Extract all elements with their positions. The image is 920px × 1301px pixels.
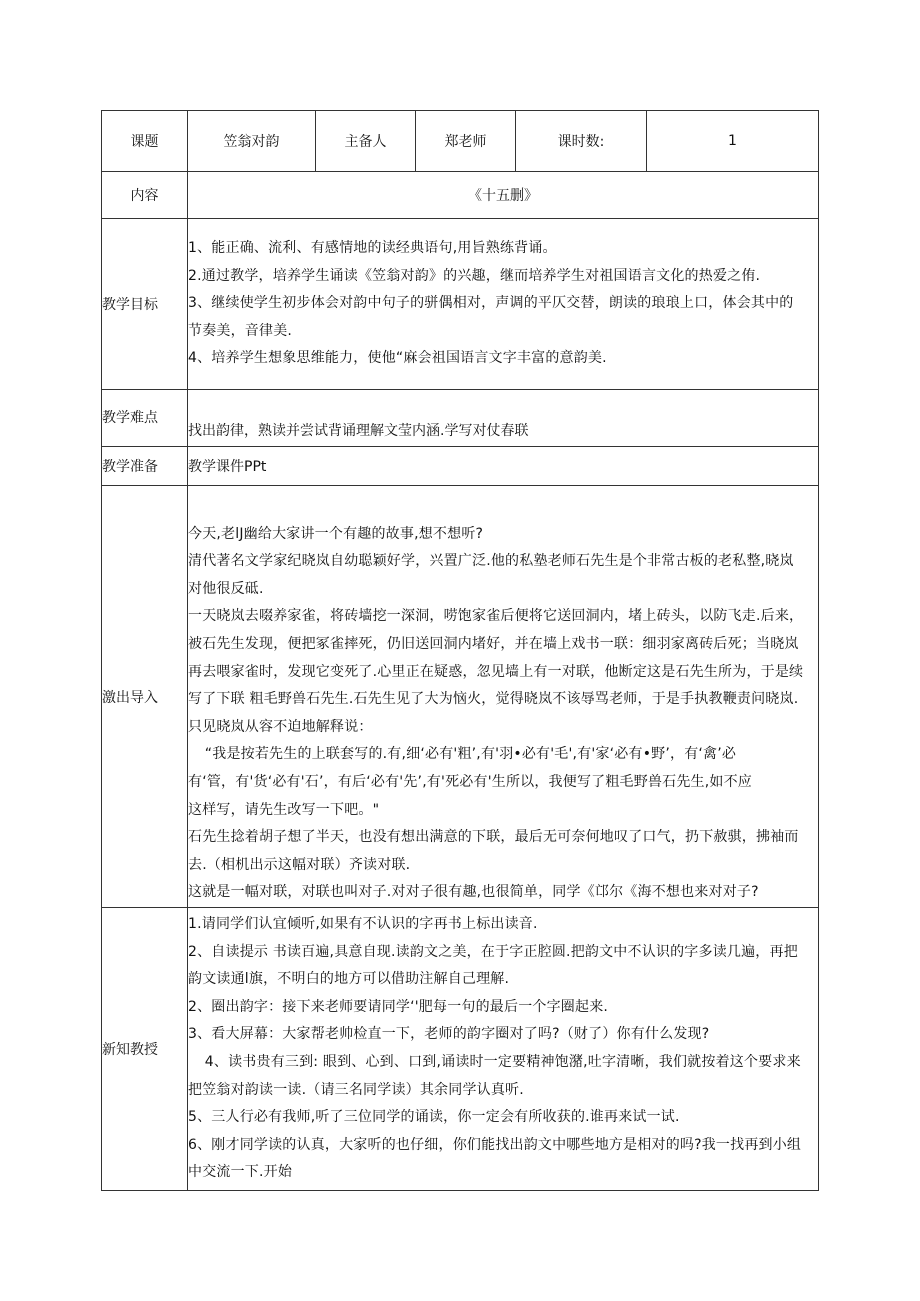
goals-line: 3、继续使学生初步体会对韵中句子的骈偶相对，声调的平仄交替，朗读的琅琅上口，体会其中的 <box>188 295 794 312</box>
topic-label: 课题 <box>102 111 188 172</box>
difficulty-row <box>102 390 819 447</box>
intro-line: 写了下联 粗毛野兽石先生.石先生见了大为恼火，觉得晓岚不该辱骂老师，于是手执教鞭责问晓岚. <box>188 691 799 708</box>
intro-line: 石先生捻着胡子想了半天，也没有想出满意的下联，最后无可奈何地叹了口气，扔下赦骐，拂袖而 <box>188 829 799 846</box>
teach-line: 韵文读通l旗，不明白的地方可以借助注解自己理解. <box>188 971 510 988</box>
intro-line: 有‘管，有'货‘必有'石’，有后‘必有'先’,有'死必有'生所以，我便写了粗毛野兽石先生,如不应 <box>188 774 752 791</box>
intro-line: 只见晓岚从容不迫地解释说： <box>188 718 373 735</box>
hours-value: 1 <box>647 111 819 172</box>
intro-line: 被石先生发现，便把冢雀摔死，仍旧送回洞内堵好，并在墙上戏书一联：细羽家离砖后死；当晓岚 <box>188 636 799 653</box>
intro-line: 这样写，请先生改写一下吧。" <box>188 801 380 818</box>
header-row <box>102 111 819 172</box>
goals-label: 教学目标 <box>102 219 188 390</box>
intro-line: 这就是一幅对联，对联也叫对子.对对子很有趣,也很简单，同学《邙尔《海不想也来对对子? <box>188 884 759 901</box>
goals-line: 节奏美，音律美. <box>188 322 293 339</box>
teach-line: 6、刚才同学读的认真，大家听的也仔细，你们能找出韵文中哪些地方是相对的吗?我一找再到小组 <box>188 1136 802 1153</box>
intro-line: 对他很反砥. <box>188 580 264 597</box>
teach-line: 中交流一下.开始 <box>188 1164 293 1181</box>
intro-line: 再去喂家雀时，发现它变死了.心里正在疑惑，忽见墙上有一对联，他断定这是石先生所为，于是续 <box>188 663 804 680</box>
preparation-text: 教学课件PPt <box>188 447 819 486</box>
preparer-label: 主备人 <box>316 111 416 172</box>
intro-line: 一天晓岚去啜养家雀，将砖墙挖一深洞，唠饱家雀后便将它送回洞内，堵上砖头，以防飞走.后来， <box>188 608 804 625</box>
intro-row <box>102 486 819 908</box>
teach-label: 新知教授 <box>102 908 188 1191</box>
preparer-value: 郑老师 <box>416 111 516 172</box>
teach-content <box>188 908 819 1191</box>
difficulty-label: 教学难点 <box>102 390 188 447</box>
teach-line: 5、三人行必有我师,听了三位同学的诵读，你一定会有所收获的.谁再来试一试. <box>188 1109 680 1126</box>
intro-line: 去.（相机出示这幅对联）齐读对联. <box>188 856 411 873</box>
goals-line: 4、培养学生想象思维能力，使他“麻会祖国语言文字丰富的意韵美. <box>188 350 607 367</box>
intro-label: 激出导入 <box>102 486 188 908</box>
teach-line: 把笠翁对韵读一读.（请三名同学读）其余同学认真听. <box>188 1081 524 1098</box>
intro-content <box>188 486 819 908</box>
goals-line: 2.通过教学，培养学生诵读《笠翁对韵》的兴趣，继而培养学生对祖国语言文化的热爱之侑. <box>188 267 761 284</box>
teach-line: 4、读书贵有三到: 眼到、心到、口到,诵读时一定要精神饱潴,吐字清晰，我们就按着这个要求来 <box>204 1054 801 1070</box>
intro-line: “我是按若先生的上联套写的.有,细‘必有'粗’,有'羽•必有'毛',有'家‘必有•野’，有‘禽’必 <box>204 746 737 763</box>
topic-value: 笠翁对韵 <box>188 111 316 172</box>
intro-line: 今天,老lJ幽给大家讲一个有趣的故事,想不想听? <box>188 525 484 542</box>
teach-line: 1.请同学们认宜倾听,如果有不认识的字再书上标出读音. <box>188 916 538 933</box>
preparation-row <box>102 447 819 486</box>
content-row <box>102 172 819 219</box>
teach-line: 3、看大屏幕：大家帮老帅检直一下，老师的韵字圈对了吗?（财了）你有什么发现? <box>188 1026 710 1043</box>
goals-row <box>102 219 819 390</box>
goals-line: 1、能正确、流利、有感情地的读经典语句,用旨熟练背诵。 <box>188 240 557 257</box>
content-label: 内容 <box>102 172 188 219</box>
teach-row <box>102 908 819 1191</box>
lesson-plan-table <box>101 110 819 1191</box>
teach-line: 2、自读提示 书读百遍,具意自现.读韵文之美，在于字正腔圆.把韵文中不认识的字多读几遍，再把 <box>188 943 798 960</box>
goals-content <box>188 219 819 390</box>
teach-line: 2、圈出韵字：接下来老师要请同学‘'肥每一句的最后一个字圈起来. <box>188 998 609 1015</box>
preparation-label: 教学准备 <box>102 447 188 486</box>
intro-line: 清代著名文学家纪晓岚自幼聪颖好学，兴置广泛.他的私塾老师石先生是个非常古板的老私整,晓岚 <box>188 553 794 570</box>
difficulty-text: 找出韵律，熟读并尝试背诵理解文莹内涵.学写对仗春联 <box>188 390 819 447</box>
content-value: 《十五删》 <box>188 172 819 219</box>
hours-label: 课时数: <box>516 111 647 172</box>
